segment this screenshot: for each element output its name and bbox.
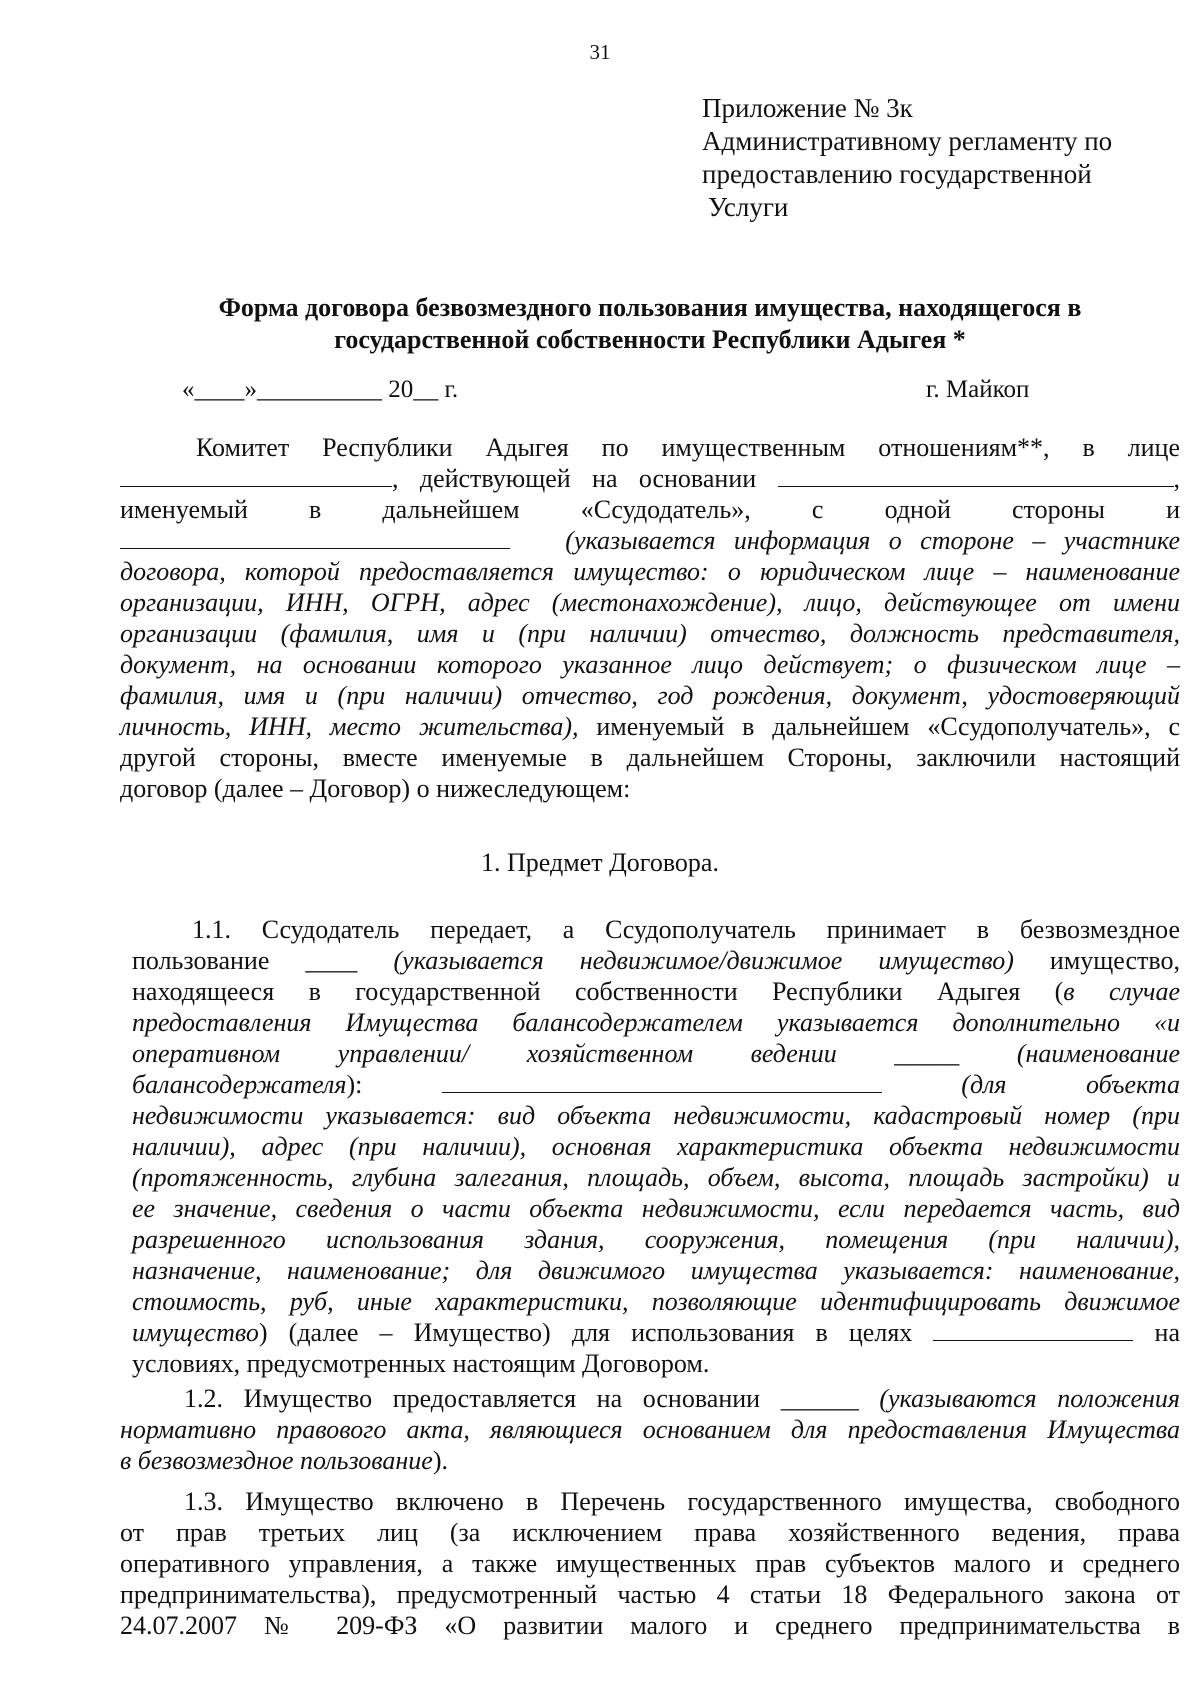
preamble-line: договор (далее – Договор) о нижеследующем: bbox=[120, 774, 631, 803]
preamble-line: договора, которой предоставляется имущество: о юридическом лице – наименование bbox=[120, 557, 1180, 586]
clause-1-1-line: находящееся в государственной собственности Республики Адыгея (в случае bbox=[132, 977, 1180, 1006]
preamble-line: именуемый в дальнейшем «Ссудодатель», с одной стороны и bbox=[120, 495, 1180, 524]
clause-1-1-line: (протяженность, глубина залегания, площадь, объем, высота, площадь застройки) и bbox=[132, 1163, 1180, 1192]
clause-1-1-line: балансодержателя): (для объекта bbox=[132, 1070, 1180, 1099]
appendix-line: предоставлению государственной bbox=[702, 159, 1092, 189]
contract-date: «____»__________ 20__ г. bbox=[182, 376, 459, 403]
preamble-line: организации (фамилия, имя и (при наличии) отчество, должность представителя, bbox=[120, 619, 1180, 648]
preamble-line: организации, ИНН, ОГРН, адрес (местонахождение), лицо, действующее от имени bbox=[120, 588, 1180, 617]
clause-1-1-line: недвижимости указывается: вид объекта недвижимости, кадастровый номер (при bbox=[132, 1101, 1180, 1130]
document-title: Форма договора безвозмездного пользования имущества, находящегося в государственной собственности Республики Адыгея * bbox=[218, 293, 1082, 354]
clause-1-1-line: оперативном управлении/ хозяйственном ведении _____ (наименование bbox=[132, 1039, 1180, 1068]
clause-1-3-line: 1.3. Имущество включено в Перечень государственного имущества, свободного bbox=[184, 1487, 1180, 1516]
appendix-block bbox=[702, 92, 1172, 224]
clause-1-1-line: 1.1. Ссудодатель передает, а Ссудополучатель принимает в безвозмездное bbox=[192, 915, 1180, 944]
blank-field bbox=[778, 464, 1174, 487]
preamble-line: , действующей на основании , bbox=[120, 463, 1180, 495]
clause-1-3-line: оперативного управления, а также имущественных прав субъектов малого и среднего bbox=[120, 1549, 1180, 1578]
preamble-line: Комитет Республики Адыгея по имущественным отношениям**, в лице bbox=[196, 433, 1180, 462]
preamble-line: другой стороны, вместе именуемые в дальнейшем Стороны, заключили настоящий bbox=[120, 743, 1180, 772]
contract-city: г. Майкоп bbox=[926, 376, 1030, 403]
clause-1-1-line: ее значение, сведения о части объекта недвижимости, если передается часть, вид bbox=[132, 1194, 1180, 1223]
preamble-line: личность, ИНН, место жительства), именуемый в дальнейшем «Ссудополучатель», с bbox=[120, 712, 1180, 741]
blank-field bbox=[933, 1318, 1133, 1341]
clause-1-3-line: предпринимательства), предусмотренный частью 4 статьи 18 Федерального закона от bbox=[120, 1580, 1180, 1609]
clause-1-2-line: в безвозмездное пользование). bbox=[120, 1446, 449, 1475]
page-number: 31 bbox=[589, 40, 611, 64]
section-heading: 1. Предмет Договора. bbox=[481, 848, 719, 877]
clause-1-2-line: нормативно правового акта, являющиеся основанием для предоставления Имущества bbox=[120, 1415, 1180, 1444]
clause-1-1-line: условиях, предусмотренных настоящим Договором. bbox=[132, 1349, 710, 1378]
clause-1-1-line: предоставления Имущества балансодержателем указывается дополнительно «и bbox=[132, 1008, 1180, 1037]
clause-1-1-line: назначение, наименование; для движимого имущества указывается: наименование, bbox=[132, 1256, 1180, 1285]
appendix-line: Приложение № 3к bbox=[702, 93, 913, 123]
blank-field bbox=[442, 1070, 882, 1093]
clause-1-1-line: разрешенного использования здания, сооружения, помещения (при наличии), bbox=[132, 1225, 1180, 1254]
preamble-line: (указывается информация о стороне – участнике bbox=[120, 525, 1180, 557]
preamble-line: фамилия, имя и (при наличии) отчество, год рождения, документ, удостоверяющий bbox=[120, 681, 1180, 710]
clause-1-3-line: 24.07.2007 № 209-ФЗ «О развитии малого и среднего предпринимательства в bbox=[120, 1611, 1180, 1640]
clause-1-2-line: 1.2. Имущество предоставляется на основании ______ (указываются положения bbox=[184, 1384, 1180, 1413]
appendix-line: Услуги bbox=[708, 192, 789, 222]
clause-1-3-line: от прав третьих лиц (за исключением права хозяйственного ведения, права bbox=[120, 1518, 1180, 1547]
preamble-line: документ, на основании которого указанное лицо действует; о физическом лице – bbox=[120, 650, 1180, 679]
clause-1-1-line: имущество) (далее – Имущество) для использования в целях на bbox=[132, 1318, 1180, 1347]
appendix-line: Административному регламенту по bbox=[702, 126, 1113, 156]
blank-field bbox=[120, 464, 392, 487]
clause-1-1-line: пользование ____ (указывается недвижимое/движимое имущество) имущество, bbox=[132, 946, 1180, 975]
clause-1-1-line: наличии), адрес (при наличии), основная характеристика объекта недвижимости bbox=[132, 1132, 1180, 1161]
blank-field bbox=[120, 526, 510, 549]
clause-1-1-line: стоимость, руб, иные характеристики, позволяющие идентифицировать движимое bbox=[132, 1287, 1180, 1316]
